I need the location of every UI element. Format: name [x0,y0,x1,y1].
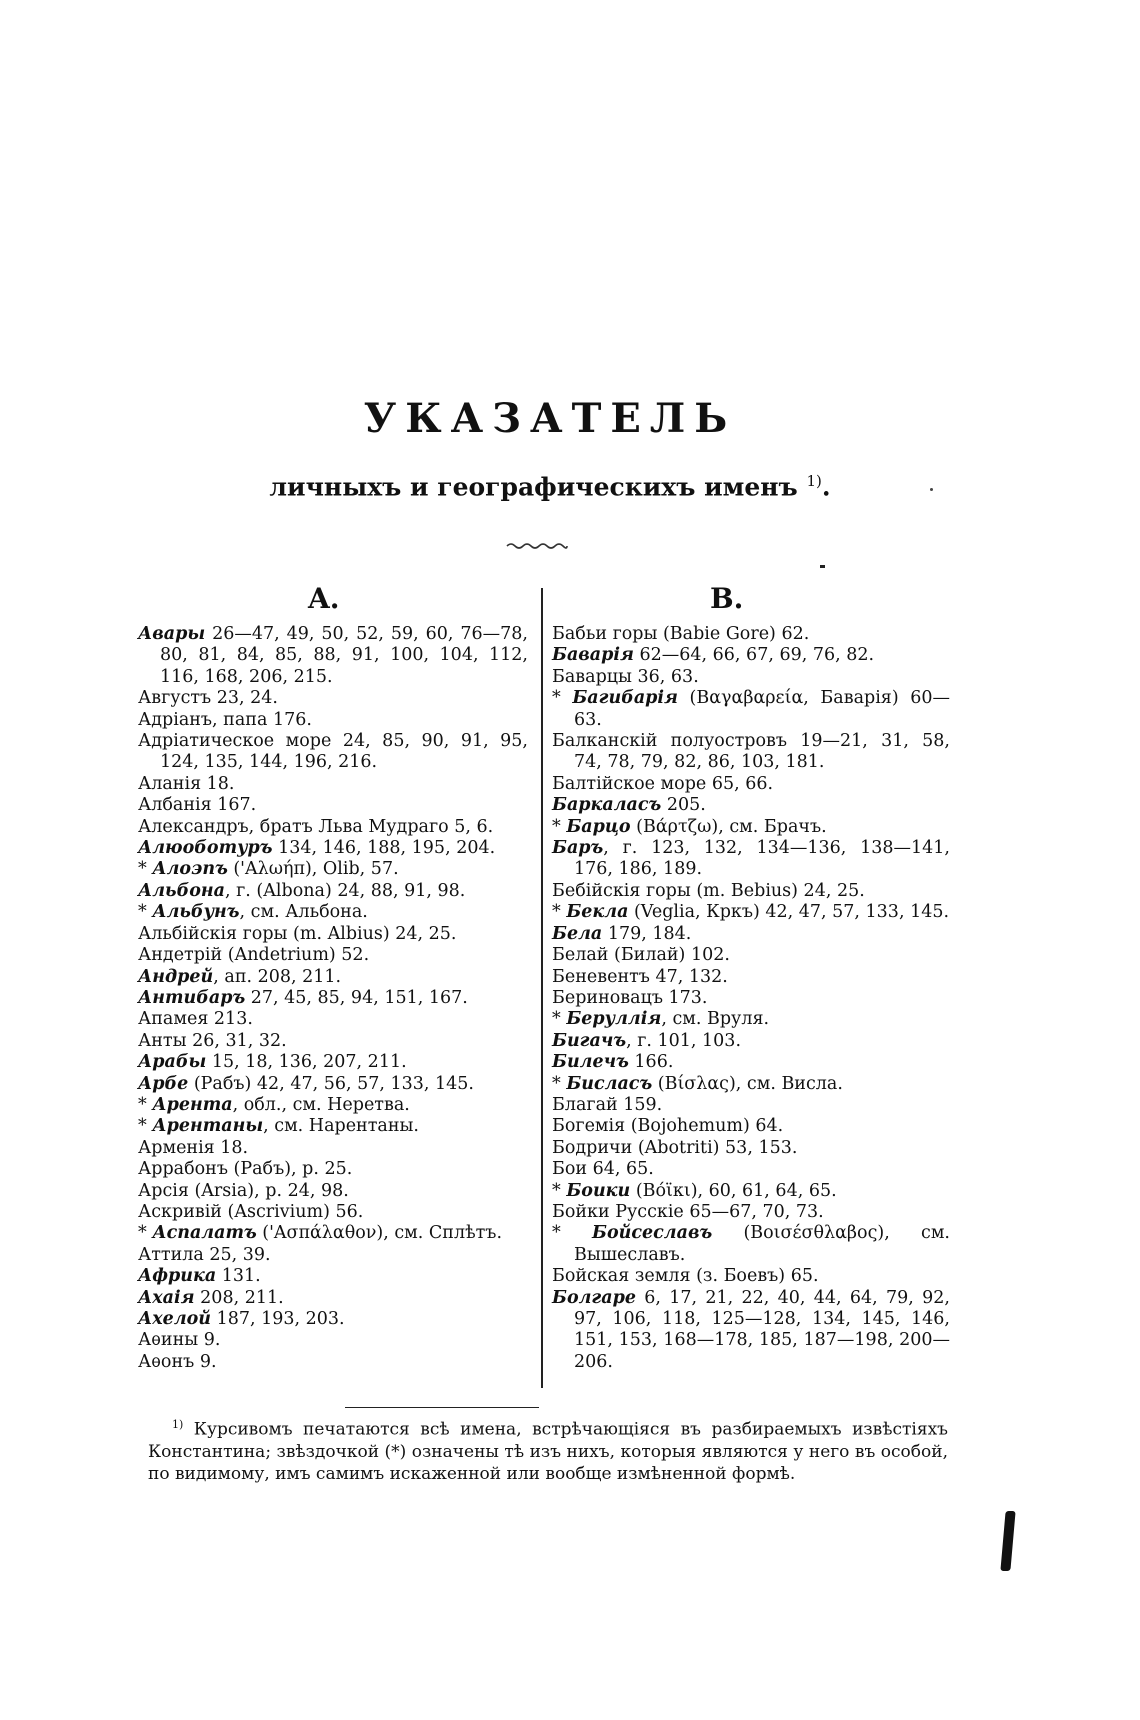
index-entry [138,1159,528,1180]
index-entry [138,967,528,988]
entry-name: Бела [552,923,603,944]
entry-star: * [138,859,153,880]
entry-text: , см. Нарентаны. [263,1116,419,1137]
entry-text: Аланія 18. [138,773,235,794]
entry-text: 179, 184. [602,923,692,944]
index-entry [138,1116,528,1137]
entry-star: * [552,1073,567,1094]
index-entry [552,688,950,731]
entry-text: (Βοισέσθλαβος), см. Вышеславъ. [574,1223,950,1265]
entry-text: (Βαγαβαρεία, Баварія) 60—63. [574,688,950,730]
entry-star: * [552,902,567,923]
index-entry [552,967,950,988]
index-entry [552,667,950,688]
entry-name: Аспалатъ [152,1223,257,1244]
index-entry [552,945,950,966]
entry-text: 208, 211. [194,1287,284,1308]
entry-text: Арменія 18. [138,1137,249,1158]
entry-name: Ахелой [138,1309,212,1329]
index-entry [138,1181,528,1202]
entry-text: 134, 146, 188, 195, 204. [272,838,496,859]
entry-text: Балканскій полуостровъ 19—21, 31, 58, 74, 78, 79, 82, 86, 103, 181. [552,731,950,773]
entry-text: Александръ, братъ Льва Мудраго 5, 6. [138,816,494,837]
entry-text: Албанія 167. [138,795,257,816]
entry-name: Бигачъ [552,1030,627,1051]
index-entry [552,1266,950,1287]
entry-name: Билечъ [552,1052,629,1073]
entry-star: * [138,1116,153,1137]
entry-name: Арабы [138,1052,207,1073]
index-entry [138,1266,528,1287]
entry-name: Алоэпъ [152,859,228,880]
index-entry [138,924,528,945]
entry-text: , обл., см. Неретва. [232,1094,410,1115]
entry-text: Адріатическое море 24, 85, 90, 91, 95, 124, 135, 144, 196, 216. [138,731,528,773]
entry-text: ('Ασπάλαθον), см. Сплѣтъ. [256,1223,503,1244]
entry-text: Баварцы 36, 63. [552,666,699,687]
index-entry [138,1223,528,1244]
index-entry [552,1202,950,1223]
index-entry [552,1288,950,1374]
index-entry [138,774,528,795]
index-entry [552,1223,950,1266]
page-title: УКАЗАТЕЛЬ [363,395,737,442]
entry-text: 15, 18, 136, 207, 211. [206,1052,407,1073]
entry-name: Баркаласъ [552,795,662,816]
entry-text: 62—64, 66, 67, 69, 76, 82. [633,645,875,666]
scan-speck [930,488,933,491]
entry-text: Бодричи (Abotriti) 53, 153. [552,1137,798,1158]
footnote-ref: 1) [806,472,822,490]
entry-name: Боики [566,1180,631,1201]
index-entry [138,817,528,838]
index-entry [552,1074,950,1095]
footnote-text: Курсивомъ печатаются всѣ имена, встрѣчающіяся въ разбираемыхъ извѣстіяхъ Константина; звѣздочкой (*) означены тѣ изъ нихъ, которыя являются у него въ особой, по видимому, имъ самимъ искаженной или вообще измѣненной формѣ. [148,1419,948,1484]
column-heading-a: A. [308,582,340,615]
footnote [148,1414,948,1485]
index-entry [138,1009,528,1030]
entry-text: Благай 159. [552,1094,663,1115]
entry-name: Алюоботуръ [138,838,273,859]
entry-text: Аттила 25, 39. [138,1244,271,1265]
index-entry [138,1352,528,1373]
entry-star: * [552,1180,567,1201]
entry-text: (Veglia, Кркъ) 42, 47, 57, 133, 145. [628,902,950,923]
index-entry [552,1095,950,1116]
index-entry [552,624,950,645]
entry-text: 6, 17, 21, 22, 40, 44, 64, 79, 92, 97, 106, 118, 125—128, 134, 145, 146, 151, 153, 168—178, 185, 187—198, 200—206. [574,1287,950,1372]
entry-text: Бойская земля (з. Боевъ) 65. [552,1266,819,1287]
entry-text: Бойки Русскіе 65—67, 70, 73. [552,1201,824,1222]
entry-text: Аррабонъ (Рабъ), р. 25. [138,1159,353,1180]
index-entry [552,1138,950,1159]
entry-text: , см. Альбона. [239,902,368,923]
entry-text: 26—47, 49, 50, 52, 59, 60, 76—78, 80, 81, 84, 85, 88, 91, 100, 104, 112, 116, 168, 206, 215. [160,624,528,687]
entry-star: * [552,816,567,837]
index-entry [552,1031,950,1052]
entry-text: Балтійское море 65, 66. [552,773,774,794]
index-entry [138,902,528,923]
scan-speck [820,565,825,568]
index-entry [138,1052,528,1073]
entry-text: Анты 26, 31, 32. [138,1030,287,1051]
entry-name: Антибаръ [138,987,246,1008]
entry-text: , см. Вруля. [661,1009,770,1030]
entry-name: Беруллія [566,1009,662,1030]
index-entry [552,1052,950,1073]
entry-text: ('Αλωήπ), Olib, 57. [227,859,399,880]
entry-name: Бекла [566,902,629,923]
entry-name: Багибарія [572,688,678,709]
entry-text: Аѳонъ 9. [138,1351,217,1372]
entry-star: * [138,1223,153,1244]
entry-name: Бойсеславъ [592,1223,713,1244]
scan-mark [1000,1511,1015,1571]
entry-name: Альбона [138,880,226,901]
index-entry [138,731,528,774]
index-entry [552,988,950,1009]
entry-name: Болгаре [552,1287,636,1308]
index-entry [552,1009,950,1030]
entry-text: Арсія (Arsia), р. 24, 98. [138,1180,349,1201]
index-entry [552,902,950,923]
index-column-a [138,624,528,1373]
entry-name: Ахаія [138,1287,195,1308]
index-entry [552,774,950,795]
index-entry [552,1159,950,1180]
entry-text: 205. [661,795,706,816]
index-entry [138,838,528,859]
index-entry [552,795,950,816]
entry-text: Адріанъ, папа 176. [138,709,312,730]
index-entry [138,710,528,731]
page-subtitle: личныхъ и географическихъ именъ $^{1)}$. [269,472,831,502]
entry-star: * [552,688,573,709]
entry-text: (Рабъ) 42, 47, 56, 57, 133, 145. [188,1073,474,1094]
index-entry [138,1309,528,1330]
entry-text: , г. 101, 103. [626,1030,742,1051]
index-entry [138,1074,528,1095]
column-divider [541,588,543,1388]
entry-text: , г. 123, 132, 134—136, 138—141, 176, 186, 189. [574,838,950,880]
entry-name: Альбунъ [152,902,240,923]
entry-text: , ап. 208, 211. [213,966,342,987]
entry-text: 131. [216,1266,261,1287]
index-entry [552,838,950,881]
entry-star: * [552,1223,593,1244]
index-entry [552,881,950,902]
index-entry [552,817,950,838]
index-entry [138,1138,528,1159]
index-entry [552,645,950,666]
footnote-marker: 1) [172,1418,184,1431]
entry-star: * [138,1094,153,1115]
entry-star: * [552,1009,567,1030]
index-entry [138,1202,528,1223]
entry-name: Барцо [566,816,631,837]
entry-name: Африка [138,1266,217,1287]
index-entry [552,731,950,774]
entry-text: Бои 64, 65. [552,1159,654,1180]
entry-text: Богемія (Bojohemum) 64. [552,1116,784,1137]
entry-text: (Βάρτζω), см. Брачъ. [630,816,827,837]
index-entry [138,624,528,688]
entry-name: Бисласъ [566,1073,653,1094]
entry-text: Альбійскія горы (m. Albius) 24, 25. [138,923,457,944]
entry-name: Арбе [138,1073,189,1094]
index-entry [138,688,528,709]
index-entry [552,924,950,945]
entry-name: Баръ [552,838,604,859]
entry-text: Аѳины 9. [138,1330,221,1351]
entry-text: Аскривій (Ascrivium) 56. [138,1201,364,1222]
entry-text: Белай (Билай) 102. [552,945,730,966]
index-entry [138,795,528,816]
entry-name: Баварія [552,645,634,666]
ornament-divider [505,540,569,550]
entry-text: (Βόϊκι), 60, 61, 64, 65. [630,1180,837,1201]
subtitle-text: личныхъ и географическихъ именъ [269,472,798,502]
index-entry [138,1330,528,1351]
entry-text: (Βίσλας), см. Висла. [652,1073,843,1094]
index-entry [138,1288,528,1309]
entry-text: Апамея 213. [138,1009,253,1030]
entry-name: Арентаны [152,1116,264,1137]
entry-text: Бебійскія горы (m. Bebius) 24, 25. [552,880,865,901]
footnote-rule [345,1407,539,1408]
entry-text: Бериновацъ 173. [552,987,708,1008]
index-entry [138,859,528,880]
index-entry [138,988,528,1009]
entry-text: 166. [628,1052,674,1073]
index-entry [138,881,528,902]
entry-text: , г. (Albona) 24, 88, 91, 98. [225,880,466,901]
entry-text: Андетрій (Andetrium) 52. [138,945,370,966]
entry-text: Беневентъ 47, 132. [552,966,728,987]
entry-name: Андрей [138,966,214,987]
index-column-b [552,624,950,1373]
index-entry [138,945,528,966]
entry-name: Авары [138,624,206,644]
entry-star: * [138,902,153,923]
entry-text: 27, 45, 85, 94, 151, 167. [245,987,468,1008]
index-entry [552,1181,950,1202]
entry-text: Бабьи горы (Babie Gore) 62. [552,624,810,644]
index-entry [138,1245,528,1266]
entry-name: Арента [152,1094,233,1115]
index-entry [138,1095,528,1116]
entry-text: Августъ 23, 24. [138,688,278,709]
index-entry [552,1116,950,1137]
column-heading-b: B. [710,582,744,615]
entry-text: 187, 193, 203. [211,1309,345,1329]
index-entry [138,1031,528,1052]
